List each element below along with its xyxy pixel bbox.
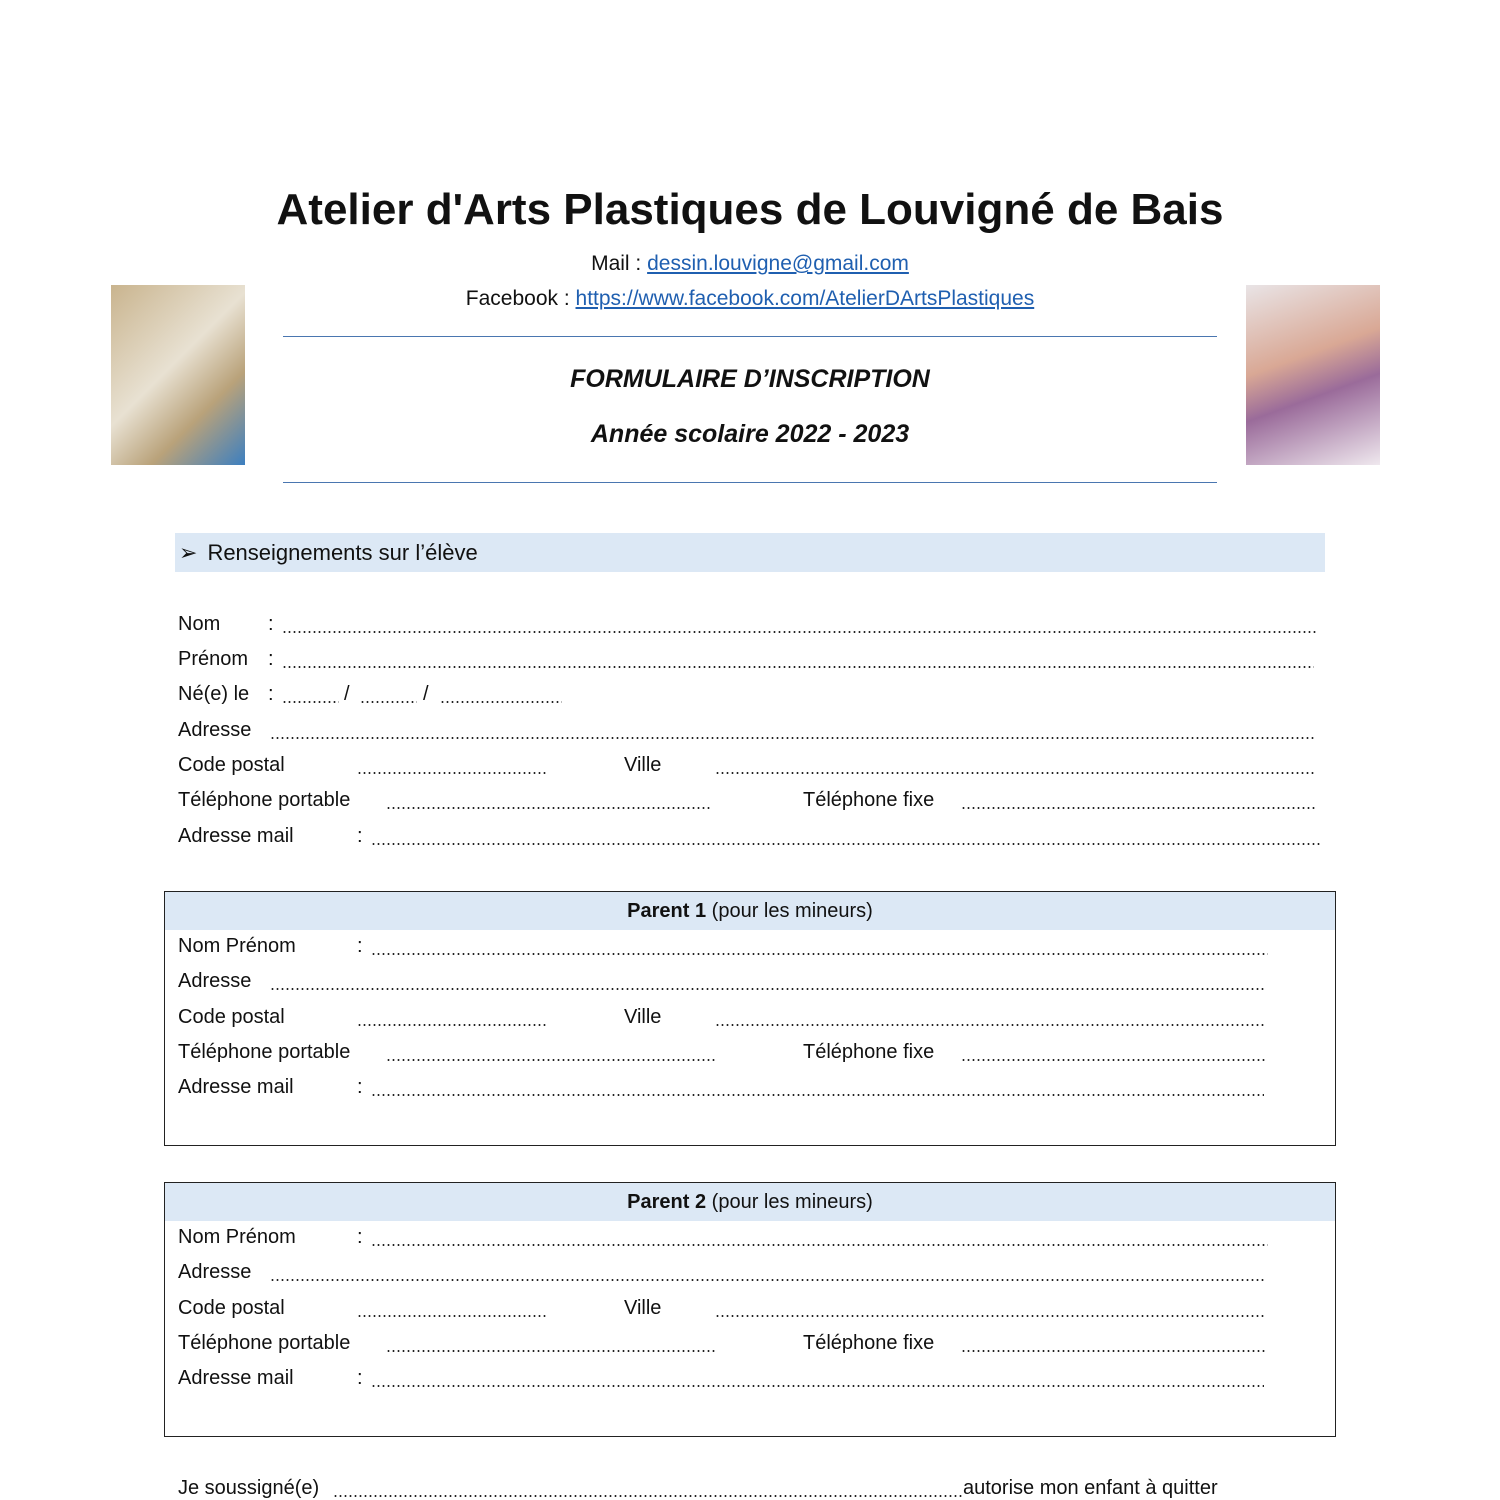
divider <box>283 336 1217 337</box>
facebook-label: Facebook : <box>465 287 576 310</box>
colon: : <box>357 825 363 847</box>
form-title: FORMULAIRE D’INSCRIPTION <box>570 365 930 393</box>
parent1-code-postal-field[interactable] <box>357 1005 547 1029</box>
tel-fixe-field[interactable] <box>961 788 1315 812</box>
parent1-code-postal-label: Code postal <box>178 1005 285 1028</box>
parent1-header <box>165 892 1335 930</box>
mail-field[interactable] <box>371 824 1321 848</box>
adresse-label: Adresse <box>178 719 252 741</box>
section-title: Renseignements sur l’élève <box>207 540 478 565</box>
adresse-field[interactable] <box>270 718 1315 742</box>
parent2-tel-fixe-field[interactable] <box>961 1331 1265 1355</box>
parent2-title: Parent 2 <box>627 1191 707 1213</box>
parent1-adresse-label: Adresse <box>178 970 252 993</box>
nom-label: Nom <box>178 613 221 635</box>
parent2-tel-fixe-label: Téléphone fixe <box>803 1331 935 1354</box>
ville-label: Ville <box>624 754 662 776</box>
parent1-tel-portable-field[interactable] <box>386 1040 716 1064</box>
parent1-title: Parent 1 <box>627 900 707 922</box>
prenom-field[interactable] <box>282 647 1314 671</box>
soussigne-field[interactable] <box>333 1476 963 1500</box>
parent2-adresse-mail-label: Adresse mail <box>178 1367 294 1390</box>
school-year: Année scolaire 2022 - 2023 <box>590 420 910 448</box>
parent1-adresse-field[interactable] <box>270 969 1265 993</box>
tel-portable-label: Téléphone portable <box>178 789 351 811</box>
tel-portable-field[interactable] <box>386 788 711 812</box>
section-student-header <box>175 533 1325 572</box>
parent2-tel-portable-field[interactable] <box>386 1331 716 1355</box>
birth-day-field[interactable] <box>282 682 339 706</box>
colon: : <box>357 1367 363 1390</box>
mail-line <box>0 252 1500 276</box>
parent1-tel-portable-label: Téléphone portable <box>178 1040 351 1063</box>
parent1-mail-field[interactable] <box>371 1075 1264 1099</box>
parent2-adresse-field[interactable] <box>270 1260 1265 1284</box>
autorise-text: autorise mon enfant à quitter <box>963 1477 1218 1499</box>
birthdate-label: Né(e) le <box>178 683 250 705</box>
parent1-adresse-mail-label: Adresse mail <box>178 1076 294 1099</box>
birth-month-field[interactable] <box>360 682 417 706</box>
nom-field[interactable] <box>282 612 1318 636</box>
slash: / <box>344 683 350 705</box>
code-postal-label: Code postal <box>178 754 285 776</box>
mail-link[interactable]: dessin.louvigne@gmail.com <box>647 252 909 275</box>
parent2-ville-field[interactable] <box>715 1296 1265 1320</box>
parent1-ville-label: Ville <box>624 1005 662 1028</box>
mail-label: Mail : <box>591 252 648 275</box>
parent1-ville-field[interactable] <box>715 1005 1265 1029</box>
colon: : <box>268 613 274 635</box>
arrow-icon: ➢ <box>179 540 198 565</box>
parent1-tel-fixe-label: Téléphone fixe <box>803 1040 935 1063</box>
parent2-ville-label: Ville <box>624 1296 662 1319</box>
parent2-tel-portable-label: Téléphone portable <box>178 1331 351 1354</box>
parent1-nom-prenom-field[interactable] <box>371 934 1268 958</box>
parent2-nom-prenom-label: Nom Prénom <box>178 1226 296 1248</box>
parent1-nom-prenom-label: Nom Prénom <box>178 935 296 957</box>
parent1-tel-fixe-field[interactable] <box>961 1040 1265 1064</box>
tel-fixe-label: Téléphone fixe <box>803 789 935 811</box>
colon: : <box>268 648 274 670</box>
parent2-code-postal-field[interactable] <box>357 1296 547 1320</box>
divider <box>283 482 1217 483</box>
mail-label: Adresse mail <box>178 825 294 847</box>
parent2-note: (pour les mineurs) <box>706 1191 873 1213</box>
facebook-link[interactable]: https://www.facebook.com/AtelierDArtsPlastiques <box>575 287 1035 310</box>
prenom-label: Prénom <box>178 648 249 670</box>
colon: : <box>357 935 363 957</box>
slash: / <box>423 683 429 705</box>
parent2-code-postal-label: Code postal <box>178 1296 285 1319</box>
colon: : <box>357 1076 363 1099</box>
colon: : <box>268 683 274 705</box>
birth-year-field[interactable] <box>440 682 562 706</box>
parent2-nom-prenom-field[interactable] <box>371 1225 1268 1249</box>
soussigne-label: Je soussigné(e) <box>178 1477 320 1499</box>
parent2-adresse-label: Adresse <box>178 1261 252 1284</box>
parent2-header <box>165 1183 1335 1221</box>
ville-field[interactable] <box>715 753 1315 777</box>
parent2-mail-field[interactable] <box>371 1366 1264 1390</box>
parent1-note: (pour les mineurs) <box>706 900 873 922</box>
colon: : <box>357 1226 363 1248</box>
code-postal-field[interactable] <box>357 753 547 777</box>
page-title: Atelier d'Arts Plastiques de Louvigné de Bais <box>276 185 1224 234</box>
